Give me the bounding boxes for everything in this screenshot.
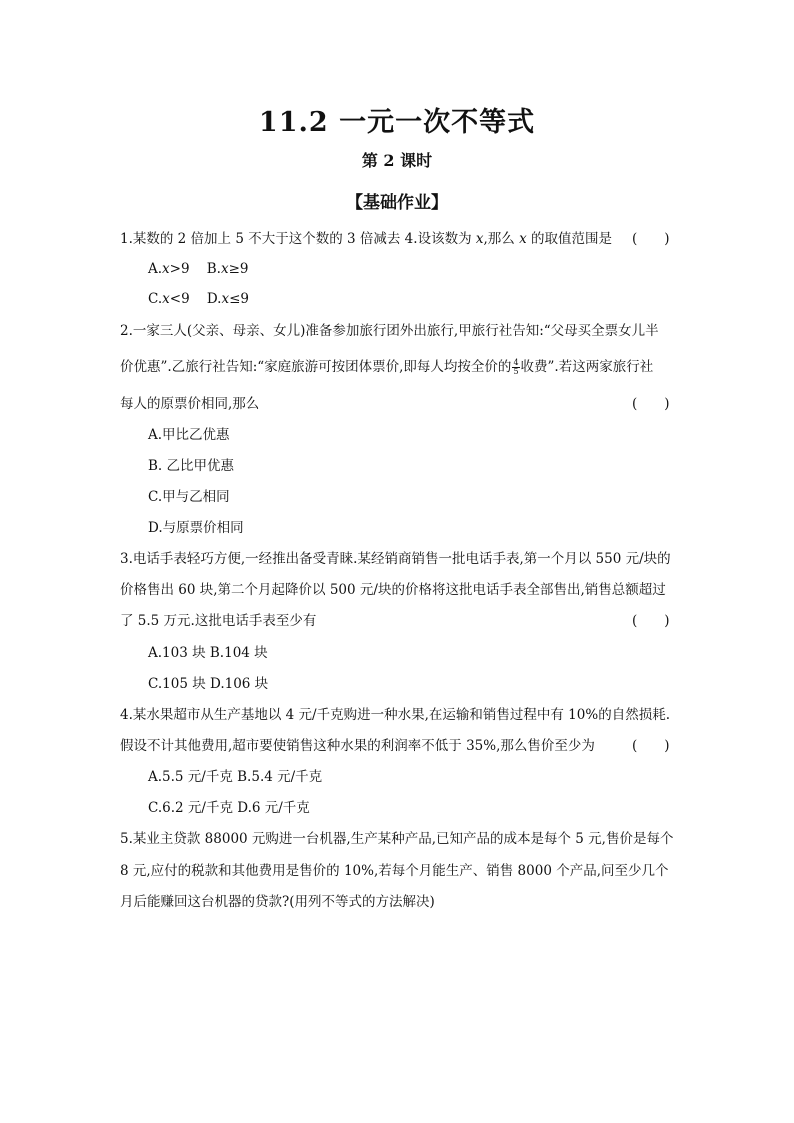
q3-line-2: 价格售出 60 块,第二个月起降价以 500 元/块的价格将这批电话手表全部售出,销售总额超过: [120, 582, 666, 598]
q5-line-3: 月后能赚回这台机器的贷款?(用列不等式的方法解决): [120, 894, 435, 910]
q2-option-c: C.甲与乙相同: [148, 489, 230, 505]
q2-option-b: B. 乙比甲优惠: [148, 458, 235, 474]
q5-line-2: 8 元,应付的税款和其他费用是售价的 10%,若每个月能生产、销售 8000 个产品,问至少几个: [120, 863, 669, 879]
q4-line-2: 假设不计其他费用,超市要使销售这种水果的利润率不低于 35%,那么售价至少为: [120, 738, 595, 754]
fraction-four-fifths: $\frac{4}{5}$: [513, 358, 519, 376]
q1-options-ab: A.x>9 B.x≥9: [148, 261, 249, 277]
q4-options-ab: A.5.5 元/千克 B.5.4 元/千克: [148, 769, 323, 785]
q3-line-3: 了 5.5 万元.这批电话手表至少有: [120, 613, 317, 629]
section-heading: 【基础作业】: [346, 193, 448, 213]
q1-answer-blank: ( ): [632, 231, 670, 247]
q1-stem: 1.某数的 2 倍加上 5 不大于这个数的 3 倍减去 4.设该数为 x,那么 x 的取值范围是: [120, 231, 612, 247]
page-title: 11.2 一元一次不等式: [258, 107, 536, 138]
q3-answer-blank: ( ): [632, 613, 670, 629]
q4-line-1: 4.某水果超市从生产基地以 4 元/千克购进一种水果,在运输和销售过程中有 10%的自然损耗.: [120, 707, 670, 723]
q2-line-3: 每人的原票价相同,那么: [120, 396, 260, 412]
q3-options-ab: A.103 块 B.104 块: [148, 645, 268, 661]
lesson-subtitle: 第 2 课时: [361, 151, 433, 170]
q3-line-1: 3.电话手表轻巧方便,一经推出备受青睐.某经销商销售一批电话手表,第一个月以 550 元/块的: [120, 551, 671, 567]
q2-line-2: 价优惠”.乙旅行社告知:“家庭旅游可按团体票价,即每人均按全价的 $\frac{4}{5}$ 收费”.若这两家旅行社: [120, 358, 654, 376]
q2-option-d: D.与原票价相同: [148, 520, 244, 536]
q5-line-1: 5.某业主贷款 88000 元购进一台机器,生产某种产品,已知产品的成本是每个 5 元,售价是每个: [120, 831, 674, 847]
q2-option-a: A.甲比乙优惠: [148, 427, 230, 443]
q4-answer-blank: ( ): [632, 738, 670, 754]
q3-options-cd: C.105 块 D.106 块: [148, 676, 269, 692]
q2-answer-blank: ( ): [632, 396, 670, 412]
q4-options-cd: C.6.2 元/千克 D.6 元/千克: [148, 800, 310, 816]
q2-line-1: 2.一家三人(父亲、母亲、女儿)准备参加旅行团外出旅行,甲旅行社告知:“父母买全票女儿半: [120, 323, 659, 339]
q1-options-cd: C.x<9 D.x≤9: [148, 291, 250, 307]
